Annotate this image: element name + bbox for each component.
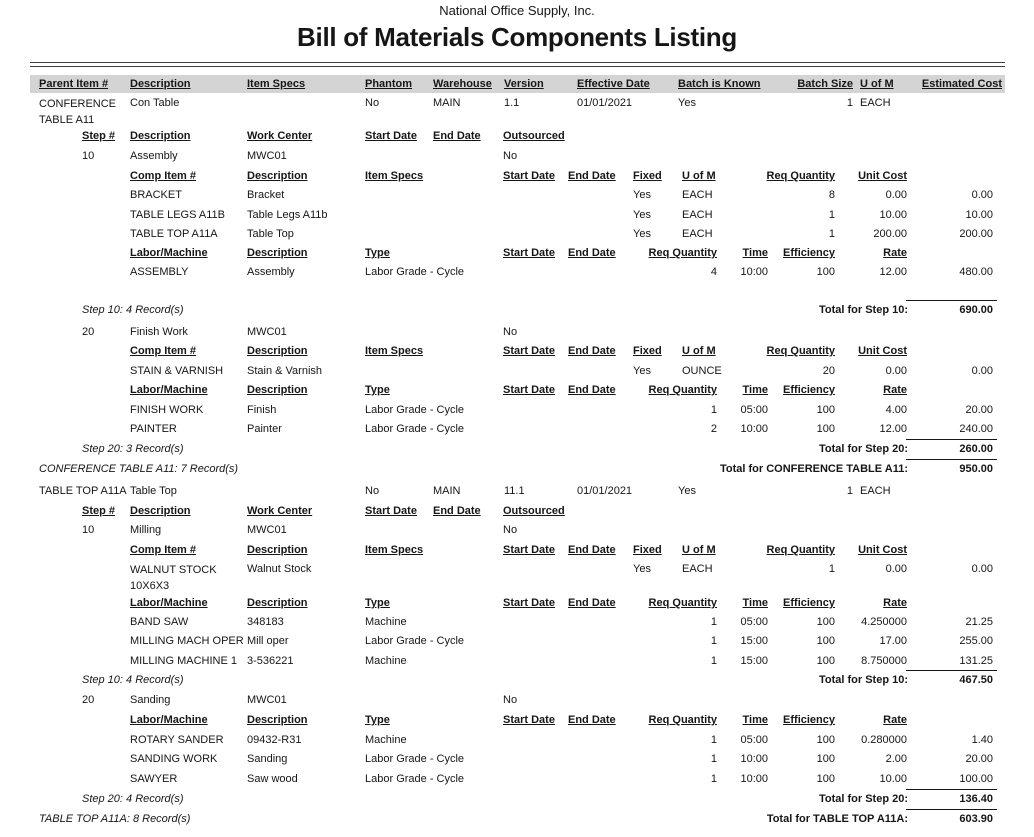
- cell-rate: 17.00: [879, 635, 907, 647]
- cell-u-of-m: EACH: [682, 228, 713, 240]
- cell-time: 10:00: [740, 423, 768, 435]
- col-description: Description: [247, 714, 308, 726]
- cell-rate: 2.00: [885, 753, 907, 765]
- cell-parent-item: CONFERENCE TABLE A11: [39, 98, 117, 126]
- cell-unit-cost: 200.00: [873, 228, 907, 240]
- cell-labor-machine: FINISH WORK: [130, 404, 204, 416]
- cell-req-quantity: 1: [710, 655, 717, 667]
- cell-step-num: 20: [82, 326, 95, 338]
- cell-description: Walnut Stock: [247, 563, 312, 575]
- labor-row: [0, 634, 1034, 652]
- cell-time: 15:00: [740, 655, 768, 667]
- cell-req-quantity: 4: [710, 266, 717, 278]
- col-labor-machine: Labor/Machine: [130, 714, 208, 726]
- col-estimated-cost: Estimated Cost: [921, 78, 1002, 90]
- col-unit-cost: Unit Cost: [858, 345, 907, 357]
- cell-efficiency: 100: [816, 635, 835, 647]
- col-type: Type: [365, 247, 390, 259]
- total-value: 690.00: [959, 304, 993, 316]
- col-time: Time: [742, 247, 768, 259]
- col-efficiency: Efficiency: [783, 384, 835, 396]
- labor-columns-header: [0, 596, 1034, 614]
- cell-step-num: 20: [82, 694, 95, 706]
- cell-batch-is-known: Yes: [678, 485, 696, 497]
- col-phantom: Phantom: [365, 78, 413, 90]
- cell-time: 10:00: [740, 753, 768, 765]
- cell-estimated-cost: 0.00: [971, 563, 993, 575]
- cell-work-center: MWC01: [247, 150, 287, 162]
- cell-estimated-cost: 255.00: [959, 635, 993, 647]
- cell-unit-cost: 10.00: [879, 209, 907, 221]
- parent-item-row: [0, 96, 1034, 126]
- col-description: Description: [130, 78, 191, 90]
- cell-labor-machine: SAWYER: [130, 773, 178, 785]
- company-name: National Office Supply, Inc.: [439, 3, 595, 18]
- cell-description: Table Legs A11b: [247, 209, 328, 221]
- cell-description: Painter: [247, 423, 282, 435]
- cell-estimated-cost: 131.25: [959, 655, 993, 667]
- col-req-quantity: Req Quantity: [648, 384, 717, 396]
- parent-record-count: CONFERENCE TABLE A11: 7 Record(s): [39, 463, 239, 475]
- col-start-date: Start Date: [503, 247, 555, 259]
- cell-estimated-cost: 10.00: [965, 209, 993, 221]
- cell-req-quantity: 1: [828, 209, 835, 221]
- cell-rate: 12.00: [879, 423, 907, 435]
- col-description: Description: [247, 384, 308, 396]
- cell-description: Stain & Varnish: [247, 365, 323, 377]
- step-record-count: Step 10: 4 Record(s): [82, 304, 184, 316]
- col-effective-date: Effective Date: [577, 78, 650, 90]
- col-start-date: Start Date: [365, 130, 417, 142]
- labor-row: [0, 265, 1034, 283]
- cell-parent-item: TABLE TOP A11A: [39, 485, 127, 497]
- cell-time: 10:00: [740, 266, 768, 278]
- cell-estimated-cost: 200.00: [959, 228, 993, 240]
- cell-u-of-m: EACH: [860, 97, 891, 109]
- component-row: [0, 208, 1034, 226]
- cell-description: Table Top: [247, 228, 294, 240]
- labor-row: [0, 733, 1034, 751]
- total-overline: [906, 300, 997, 301]
- cell-type: Labor Grade - Cycle: [365, 753, 465, 765]
- cell-req-quantity: 1: [710, 753, 717, 765]
- col-rate: Rate: [883, 714, 907, 726]
- col-outsourced: Outsourced: [503, 130, 565, 142]
- cell-comp-item: WALNUT STOCK 10X6X3: [130, 564, 217, 592]
- cell-efficiency: 100: [816, 655, 835, 667]
- total-label: Total for Step 20:: [818, 443, 908, 455]
- cell-efficiency: 100: [816, 734, 835, 746]
- cell-req-quantity: 1: [710, 404, 717, 416]
- cell-step-num: 10: [82, 150, 95, 162]
- col-step-num: Step #: [82, 130, 116, 142]
- labor-columns-header: [0, 246, 1034, 264]
- col-description: Description: [130, 130, 191, 142]
- cell-rate: 4.250000: [861, 616, 907, 628]
- parent-total-row: [0, 462, 1034, 480]
- cell-efficiency: 100: [816, 616, 835, 628]
- step-record-count: Step 10: 4 Record(s): [82, 674, 184, 686]
- cell-rate: 0.280000: [861, 734, 907, 746]
- col-labor-machine: Labor/Machine: [130, 384, 208, 396]
- cell-unit-cost: 0.00: [885, 365, 907, 377]
- cell-u-of-m: EACH: [860, 485, 891, 497]
- col-efficiency: Efficiency: [783, 247, 835, 259]
- col-version: Version: [504, 78, 544, 90]
- cell-efficiency: 100: [816, 423, 835, 435]
- labor-row: [0, 752, 1034, 770]
- col-start-date: Start Date: [503, 597, 555, 609]
- cell-estimated-cost: 20.00: [965, 753, 993, 765]
- step-row: [0, 149, 1034, 167]
- cell-outsourced: No: [503, 694, 518, 706]
- total-overline: [906, 459, 997, 460]
- labor-row: [0, 772, 1034, 790]
- cell-outsourced: No: [503, 326, 518, 338]
- title-rule: [30, 62, 1005, 67]
- cell-fixed: Yes: [633, 228, 651, 240]
- col-work-center: Work Center: [247, 505, 313, 517]
- labor-row: [0, 654, 1034, 672]
- cell-req-quantity: 1: [710, 616, 717, 628]
- col-outsourced: Outsourced: [503, 505, 565, 517]
- cell-comp-item: STAIN & VARNISH: [130, 365, 224, 377]
- col-end-date: End Date: [433, 505, 481, 517]
- col-batch-is-known: Batch is Known: [678, 78, 761, 90]
- step-total-row: [0, 303, 1034, 321]
- total-label: Total for CONFERENCE TABLE A11:: [719, 463, 908, 475]
- col-req-quantity: Req Quantity: [648, 597, 717, 609]
- total-label: Total for Step 10:: [818, 304, 908, 316]
- cell-u-of-m: OUNCE: [682, 365, 722, 377]
- cell-time: 05:00: [740, 404, 768, 416]
- cell-description: Con Table: [130, 97, 180, 109]
- col-req-quantity: Req Quantity: [766, 170, 835, 182]
- col-rate: Rate: [883, 597, 907, 609]
- cell-description: 3-536221: [247, 655, 294, 667]
- col-description: Description: [247, 597, 308, 609]
- cell-labor-machine: SANDING WORK: [130, 753, 218, 765]
- cell-rate: 4.00: [885, 404, 907, 416]
- col-time: Time: [742, 597, 768, 609]
- col-efficiency: Efficiency: [783, 714, 835, 726]
- total-label: Total for Step 20:: [818, 793, 908, 805]
- cell-time: 05:00: [740, 616, 768, 628]
- total-overline: [906, 439, 997, 440]
- cell-outsourced: No: [503, 524, 518, 536]
- cell-description: Saw wood: [247, 773, 298, 785]
- cell-estimated-cost: 240.00: [959, 423, 993, 435]
- cell-work-center: MWC01: [247, 326, 287, 338]
- col-rate: Rate: [883, 247, 907, 259]
- cell-type: Labor Grade - Cycle: [365, 423, 465, 435]
- parent-total-row: [0, 812, 1034, 830]
- cell-phantom: No: [365, 485, 380, 497]
- col-fixed: Fixed: [633, 170, 662, 182]
- cell-estimated-cost: 0.00: [971, 189, 993, 201]
- col-req-quantity: Req Quantity: [766, 345, 835, 357]
- col-efficiency: Efficiency: [783, 597, 835, 609]
- cell-req-quantity: 1: [710, 734, 717, 746]
- col-type: Type: [365, 597, 390, 609]
- cell-description: Finish Work: [130, 326, 188, 338]
- cell-type: Machine: [365, 616, 407, 628]
- col-req-quantity: Req Quantity: [766, 544, 835, 556]
- cell-type: Machine: [365, 655, 407, 667]
- col-rate: Rate: [883, 384, 907, 396]
- total-label: Total for Step 10:: [818, 674, 908, 686]
- cell-fixed: Yes: [633, 209, 651, 221]
- col-labor-machine: Labor/Machine: [130, 597, 208, 609]
- col-item-specs: Item Specs: [365, 170, 424, 182]
- step-total-row: [0, 792, 1034, 810]
- col-item-specs: Item Specs: [365, 345, 424, 357]
- total-overline: [906, 809, 997, 810]
- cell-labor-machine: MILLING MACHINE 1: [130, 655, 237, 667]
- col-req-quantity: Req Quantity: [648, 247, 717, 259]
- cell-fixed: Yes: [633, 563, 651, 575]
- cell-description: Sanding: [247, 753, 288, 765]
- cell-comp-item: TABLE LEGS A11B: [130, 209, 225, 221]
- col-warehouse: Warehouse: [433, 78, 492, 90]
- total-overline: [906, 789, 997, 790]
- cell-estimated-cost: 100.00: [959, 773, 993, 785]
- col-u-of-m: U of M: [682, 170, 716, 182]
- cell-estimated-cost: 1.40: [971, 734, 993, 746]
- cell-version: 11.1: [504, 485, 525, 497]
- col-u-of-m: U of M: [682, 345, 716, 357]
- total-value: 603.90: [959, 813, 993, 825]
- cell-u-of-m: EACH: [682, 209, 713, 221]
- col-type: Type: [365, 714, 390, 726]
- cell-estimated-cost: 480.00: [959, 266, 993, 278]
- cell-work-center: MWC01: [247, 524, 287, 536]
- cell-description: 348183: [247, 616, 284, 628]
- cell-outsourced: No: [503, 150, 518, 162]
- cell-rate: 12.00: [879, 266, 907, 278]
- col-step-num: Step #: [82, 505, 116, 517]
- col-end-date: End Date: [568, 170, 616, 182]
- col-req-quantity: Req Quantity: [648, 714, 717, 726]
- total-value: 467.50: [959, 674, 993, 686]
- cell-phantom: No: [365, 97, 380, 109]
- col-item-specs: Item Specs: [365, 544, 424, 556]
- col-comp-item: Comp Item #: [130, 170, 197, 182]
- cell-time: 05:00: [740, 734, 768, 746]
- cell-u-of-m: EACH: [682, 563, 713, 575]
- cell-description: Bracket: [247, 189, 285, 201]
- labor-columns-header: [0, 383, 1034, 401]
- col-end-date: End Date: [433, 130, 481, 142]
- col-u-of-m: U of M: [860, 78, 894, 90]
- cell-description: Mill oper: [247, 635, 289, 647]
- col-description: Description: [247, 544, 308, 556]
- step-row: [0, 693, 1034, 711]
- total-overline: [906, 670, 997, 671]
- parent-columns-header: [0, 77, 1034, 95]
- cell-efficiency: 100: [816, 773, 835, 785]
- col-start-date: Start Date: [503, 714, 555, 726]
- col-parent-item: Parent Item #: [39, 78, 109, 90]
- cell-batch-size: 1: [846, 485, 853, 497]
- cell-description: Assembly: [247, 266, 295, 278]
- component-row: [0, 364, 1034, 382]
- component-columns-header: [0, 344, 1034, 362]
- cell-rate: 10.00: [879, 773, 907, 785]
- col-time: Time: [742, 714, 768, 726]
- col-start-date: Start Date: [503, 544, 555, 556]
- cell-labor-machine: ASSEMBLY: [130, 266, 189, 278]
- cell-type: Labor Grade - Cycle: [365, 404, 465, 416]
- col-unit-cost: Unit Cost: [858, 170, 907, 182]
- cell-version: 1.1: [504, 97, 520, 109]
- cell-req-quantity: 1: [828, 563, 835, 575]
- labor-columns-header: [0, 713, 1034, 731]
- cell-req-quantity: 2: [710, 423, 717, 435]
- cell-labor-machine: MILLING MACH OPER: [130, 635, 244, 647]
- cell-u-of-m: EACH: [682, 189, 713, 201]
- cell-estimated-cost: 21.25: [965, 616, 993, 628]
- col-item-specs: Item Specs: [247, 78, 306, 90]
- col-time: Time: [742, 384, 768, 396]
- total-value: 260.00: [959, 443, 993, 455]
- cell-step-num: 10: [82, 524, 95, 536]
- parent-item-row: [0, 484, 1034, 502]
- report-title: Bill of Materials Components Listing: [297, 22, 737, 52]
- cell-efficiency: 100: [816, 266, 835, 278]
- cell-labor-machine: ROTARY SANDER: [130, 734, 224, 746]
- total-value: 136.40: [959, 793, 993, 805]
- col-description: Description: [247, 247, 308, 259]
- col-end-date: End Date: [568, 345, 616, 357]
- cell-work-center: MWC01: [247, 694, 287, 706]
- step-columns-header: [0, 504, 1034, 522]
- step-columns-header: [0, 129, 1034, 147]
- step-record-count: Step 20: 3 Record(s): [82, 443, 184, 455]
- col-comp-item: Comp Item #: [130, 544, 197, 556]
- cell-unit-cost: 0.00: [885, 563, 907, 575]
- cell-description: 09432-R31: [247, 734, 302, 746]
- cell-type: Labor Grade - Cycle: [365, 635, 465, 647]
- labor-row: [0, 615, 1034, 633]
- cell-req-quantity: 1: [828, 228, 835, 240]
- component-columns-header: [0, 543, 1034, 561]
- cell-rate: 8.750000: [861, 655, 907, 667]
- labor-row: [0, 403, 1034, 421]
- col-labor-machine: Labor/Machine: [130, 247, 208, 259]
- col-end-date: End Date: [568, 714, 616, 726]
- cell-type: Machine: [365, 734, 407, 746]
- col-end-date: End Date: [568, 544, 616, 556]
- col-start-date: Start Date: [503, 345, 555, 357]
- component-row: [0, 188, 1034, 206]
- cell-labor-machine: BAND SAW: [130, 616, 189, 628]
- cell-warehouse: MAIN: [433, 485, 461, 497]
- col-start-date: Start Date: [365, 505, 417, 517]
- cell-comp-item: TABLE TOP A11A: [130, 228, 218, 240]
- cell-unit-cost: 0.00: [885, 189, 907, 201]
- col-fixed: Fixed: [633, 345, 662, 357]
- col-batch-size: Batch Size: [797, 78, 853, 90]
- col-fixed: Fixed: [633, 544, 662, 556]
- component-row: [0, 227, 1034, 245]
- cell-labor-machine: PAINTER: [130, 423, 177, 435]
- step-total-row: [0, 442, 1034, 460]
- cell-req-quantity: 1: [710, 773, 717, 785]
- col-end-date: End Date: [568, 247, 616, 259]
- col-u-of-m: U of M: [682, 544, 716, 556]
- col-comp-item: Comp Item #: [130, 345, 197, 357]
- step-row: [0, 325, 1034, 343]
- cell-estimated-cost: 0.00: [971, 365, 993, 377]
- cell-time: 15:00: [740, 635, 768, 647]
- cell-description: Finish: [247, 404, 277, 416]
- cell-comp-item: BRACKET: [130, 189, 182, 201]
- col-description: Description: [247, 345, 308, 357]
- cell-description: Sanding: [130, 694, 171, 706]
- col-unit-cost: Unit Cost: [858, 544, 907, 556]
- cell-efficiency: 100: [816, 753, 835, 765]
- col-start-date: Start Date: [503, 170, 555, 182]
- cell-req-quantity: 1: [710, 635, 717, 647]
- cell-efficiency: 100: [816, 404, 835, 416]
- cell-req-quantity: 20: [822, 365, 835, 377]
- col-description: Description: [247, 170, 308, 182]
- cell-effective-date: 01/01/2021: [577, 97, 633, 109]
- cell-fixed: Yes: [633, 365, 651, 377]
- cell-fixed: Yes: [633, 189, 651, 201]
- col-end-date: End Date: [568, 384, 616, 396]
- step-row: [0, 523, 1034, 541]
- cell-batch-size: 1: [846, 97, 853, 109]
- cell-type: Labor Grade - Cycle: [365, 773, 465, 785]
- component-columns-header: [0, 169, 1034, 187]
- total-label: Total for TABLE TOP A11A:: [766, 813, 908, 825]
- col-type: Type: [365, 384, 390, 396]
- step-total-row: [0, 673, 1034, 691]
- cell-description: Assembly: [130, 150, 178, 162]
- cell-batch-is-known: Yes: [678, 97, 696, 109]
- cell-warehouse: MAIN: [433, 97, 461, 109]
- cell-effective-date: 01/01/2021: [577, 485, 633, 497]
- col-work-center: Work Center: [247, 130, 313, 142]
- cell-type: Labor Grade - Cycle: [365, 266, 465, 278]
- cell-req-quantity: 8: [828, 189, 835, 201]
- component-row: [0, 562, 1034, 592]
- parent-record-count: TABLE TOP A11A: 8 Record(s): [39, 813, 191, 825]
- labor-row: [0, 422, 1034, 440]
- step-record-count: Step 20: 4 Record(s): [82, 793, 184, 805]
- col-description: Description: [130, 505, 191, 517]
- total-value: 950.00: [959, 463, 993, 475]
- cell-description: Table Top: [130, 485, 177, 497]
- col-start-date: Start Date: [503, 384, 555, 396]
- col-end-date: End Date: [568, 597, 616, 609]
- cell-estimated-cost: 20.00: [965, 404, 993, 416]
- cell-time: 10:00: [740, 773, 768, 785]
- cell-description: Milling: [130, 524, 162, 536]
